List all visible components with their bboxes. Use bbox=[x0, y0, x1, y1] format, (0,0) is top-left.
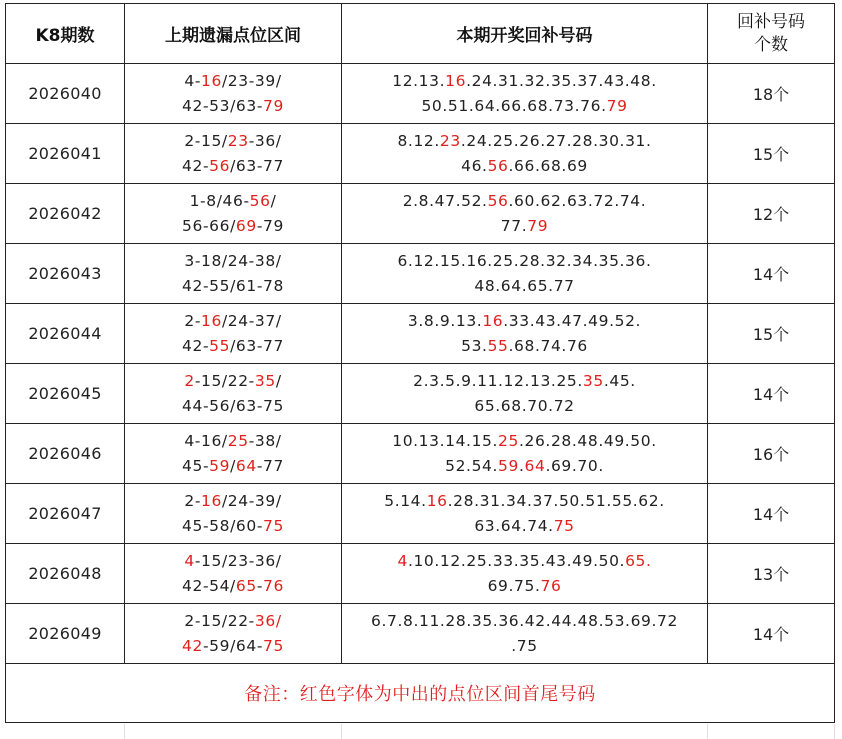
period-cell[interactable]: 2026040 bbox=[6, 64, 125, 124]
cell-line bbox=[342, 574, 707, 599]
highlighted-number: 56 bbox=[487, 156, 509, 175]
number-text: 2.8.47.52. bbox=[402, 191, 488, 210]
number-text: . bbox=[518, 456, 525, 475]
cell-line bbox=[125, 189, 341, 214]
number-text: /24-37/ bbox=[221, 311, 282, 330]
number-text: .69.70. bbox=[545, 456, 604, 475]
number-text: 77. bbox=[500, 216, 528, 235]
number-text: 5.14. bbox=[384, 491, 427, 510]
numbers-cell[interactable] bbox=[342, 364, 708, 424]
number-text: 63.64.74. bbox=[474, 516, 554, 535]
highlighted-number: 55 bbox=[487, 336, 509, 355]
header-count-line2: 个数 bbox=[754, 34, 788, 55]
count-cell[interactable]: 13个 bbox=[708, 544, 835, 604]
number-text: 4-16/ bbox=[184, 431, 228, 450]
number-text: 42- bbox=[182, 156, 210, 175]
highlighted-number: 56 bbox=[249, 191, 271, 210]
numbers-cell[interactable] bbox=[342, 244, 708, 304]
table-row bbox=[6, 424, 835, 484]
highlighted-number: 4 bbox=[397, 551, 408, 570]
highlighted-number: 16 bbox=[426, 491, 448, 510]
table-row bbox=[6, 484, 835, 544]
cell-line bbox=[125, 94, 341, 119]
number-text: 4- bbox=[184, 71, 202, 90]
cell-line bbox=[342, 274, 707, 299]
number-text: 10.13.14.15. bbox=[392, 431, 499, 450]
highlighted-number: 16 bbox=[201, 71, 222, 90]
count-cell[interactable]: 16个 bbox=[708, 424, 835, 484]
highlighted-number: 64 bbox=[235, 456, 257, 475]
period-cell[interactable]: 2026044 bbox=[6, 304, 125, 364]
number-text: 12.13. bbox=[392, 71, 446, 90]
cell-line bbox=[125, 334, 341, 359]
number-text: / bbox=[230, 456, 236, 475]
highlighted-number: 79 bbox=[527, 216, 549, 235]
number-text: -38/ bbox=[248, 431, 282, 450]
header-row bbox=[6, 4, 835, 64]
highlighted-number: 35 bbox=[254, 371, 276, 390]
interval-cell[interactable] bbox=[125, 244, 342, 304]
table-row bbox=[6, 544, 835, 604]
numbers-cell[interactable] bbox=[342, 184, 708, 244]
number-text: 50.51.64.66.68.73.76. bbox=[421, 96, 607, 115]
number-text: /63-77 bbox=[230, 156, 284, 175]
cell-line bbox=[125, 634, 341, 659]
number-text: 1-8/46- bbox=[189, 191, 250, 210]
cell-line bbox=[342, 214, 707, 239]
number-text: .60.62.63.72.74. bbox=[508, 191, 647, 210]
header-period[interactable]: K8期数 bbox=[6, 4, 125, 64]
cell-line bbox=[342, 369, 707, 394]
numbers-cell[interactable] bbox=[342, 124, 708, 184]
interval-cell[interactable] bbox=[125, 544, 342, 604]
cell-line bbox=[342, 189, 707, 214]
interval-cell[interactable] bbox=[125, 484, 342, 544]
table-row bbox=[6, 304, 835, 364]
highlighted-number: 59 bbox=[209, 456, 231, 475]
cell-line bbox=[125, 514, 341, 539]
period-cell[interactable]: 2026043 bbox=[6, 244, 125, 304]
highlighted-number: 75 bbox=[553, 516, 575, 535]
period-cell[interactable]: 2026041 bbox=[6, 124, 125, 184]
highlighted-number: 79 bbox=[263, 96, 284, 115]
number-text: .28.31.34.37.50.51.55.62. bbox=[447, 491, 665, 510]
number-text: 56-66/ bbox=[182, 216, 236, 235]
number-text: / bbox=[270, 191, 277, 210]
number-text: 69.75. bbox=[487, 576, 541, 595]
table-row bbox=[6, 604, 835, 664]
highlighted-number: 56 bbox=[487, 191, 509, 210]
highlighted-number: 69 bbox=[235, 216, 257, 235]
header-count[interactable] bbox=[708, 4, 835, 64]
number-text: 53. bbox=[461, 336, 488, 355]
number-text: .24.25.26.27.28.30.31. bbox=[460, 131, 652, 150]
number-text: .10.12.25.33.35.43.49.50. bbox=[407, 551, 626, 570]
number-text: .45. bbox=[603, 371, 636, 390]
count-cell[interactable]: 14个 bbox=[708, 244, 835, 304]
cell-line bbox=[342, 634, 707, 659]
cell-line bbox=[125, 69, 341, 94]
highlighted-number: 59 bbox=[498, 456, 519, 475]
highlighted-number: 35 bbox=[582, 371, 604, 390]
number-text: 45- bbox=[182, 456, 210, 475]
number-text: / bbox=[275, 371, 282, 390]
cell-line bbox=[125, 129, 341, 154]
cell-line bbox=[342, 309, 707, 334]
number-text: 48.64.65.77 bbox=[474, 276, 575, 295]
highlighted-number: 23 bbox=[227, 131, 249, 150]
highlighted-number: 64 bbox=[524, 456, 546, 475]
number-text: 42-54/ bbox=[182, 576, 236, 595]
highlighted-number: 65 bbox=[235, 576, 257, 595]
period-cell[interactable]: 2026047 bbox=[6, 484, 125, 544]
numbers-cell[interactable] bbox=[342, 304, 708, 364]
number-text: /24-39/ bbox=[221, 491, 282, 510]
number-text: -77 bbox=[256, 456, 284, 475]
number-text: -36/ bbox=[248, 131, 282, 150]
cell-line bbox=[342, 454, 707, 479]
number-text: 65.68.70.72 bbox=[474, 396, 575, 415]
numbers-cell[interactable] bbox=[342, 484, 708, 544]
cell-line bbox=[342, 334, 707, 359]
interval-cell[interactable] bbox=[125, 64, 342, 124]
number-text: 45-58/60- bbox=[182, 516, 264, 535]
number-text: .75 bbox=[511, 636, 538, 655]
cell-line bbox=[125, 454, 341, 479]
count-cell[interactable]: 18个 bbox=[708, 64, 835, 124]
number-text: 42-55/61-78 bbox=[182, 276, 284, 295]
number-text: -15/23-36/ bbox=[194, 551, 282, 570]
highlighted-number: 36/ bbox=[254, 611, 282, 630]
period-cell[interactable]: 2026042 bbox=[6, 184, 125, 244]
highlighted-number: 42 bbox=[182, 636, 203, 655]
highlighted-number: 4 bbox=[184, 551, 195, 570]
highlighted-number: 25 bbox=[498, 431, 519, 450]
cell-line bbox=[342, 154, 707, 179]
cell-line bbox=[125, 609, 341, 634]
cell-line bbox=[125, 429, 341, 454]
highlighted-number: 16 bbox=[482, 311, 504, 330]
count-cell[interactable]: 12个 bbox=[708, 184, 835, 244]
highlighted-number: 16 bbox=[201, 491, 222, 510]
number-text: .24.31.32.35.37.43.48. bbox=[466, 71, 657, 90]
highlighted-number: 75 bbox=[263, 516, 284, 535]
number-text: .33.43.47.49.52. bbox=[503, 311, 642, 330]
number-text: 46. bbox=[461, 156, 488, 175]
number-text: .26.28.48.49.50. bbox=[518, 431, 657, 450]
highlighted-number: 25 bbox=[227, 431, 249, 450]
cell-line bbox=[342, 609, 707, 634]
cell-line bbox=[342, 549, 707, 574]
number-text: -59/64- bbox=[202, 636, 264, 655]
number-text: 44-56/63-75 bbox=[182, 396, 284, 415]
number-text: .66.68.69 bbox=[508, 156, 588, 175]
count-cell[interactable]: 14个 bbox=[708, 364, 835, 424]
numbers-cell[interactable] bbox=[342, 424, 708, 484]
period-cell[interactable]: 2026046 bbox=[6, 424, 125, 484]
cell-line bbox=[342, 394, 707, 419]
header-count-line1: 回补号码 bbox=[737, 11, 805, 32]
numbers-cell[interactable] bbox=[342, 604, 708, 664]
footnote[interactable]: 备注：红色字体为中出的点位区间首尾号码 bbox=[6, 664, 835, 723]
highlighted-number: 23 bbox=[439, 131, 461, 150]
number-text: 2.3.5.9.11.12.13.25. bbox=[413, 371, 583, 390]
cell-line bbox=[125, 214, 341, 239]
number-text: 6.7.8.11.28.35.36.42.44.48.53.69.72 bbox=[371, 611, 678, 630]
number-text: 2-15/22- bbox=[184, 611, 255, 630]
cell-line bbox=[125, 154, 341, 179]
interval-cell[interactable] bbox=[125, 424, 342, 484]
number-text: 2- bbox=[184, 491, 202, 510]
cell-line bbox=[125, 574, 341, 599]
number-text: 6.12.15.16.25.28.32.34.35.36. bbox=[397, 251, 652, 270]
table-body bbox=[6, 64, 835, 664]
note-row bbox=[6, 664, 835, 723]
number-text: 52.54. bbox=[445, 456, 499, 475]
cell-line bbox=[342, 69, 707, 94]
count-cell[interactable]: 14个 bbox=[708, 484, 835, 544]
table-row bbox=[6, 244, 835, 304]
number-text: /23-39/ bbox=[221, 71, 282, 90]
number-text: 42- bbox=[182, 336, 210, 355]
highlighted-number: 56 bbox=[209, 156, 231, 175]
interval-cell[interactable] bbox=[125, 364, 342, 424]
count-cell[interactable]: 15个 bbox=[708, 304, 835, 364]
numbers-cell[interactable] bbox=[342, 544, 708, 604]
number-text: 3-18/24-38/ bbox=[184, 251, 282, 270]
cell-line bbox=[342, 489, 707, 514]
cell-line bbox=[125, 249, 341, 274]
highlighted-number: 2 bbox=[184, 371, 195, 390]
cell-line bbox=[125, 394, 341, 419]
cell-line bbox=[342, 129, 707, 154]
number-text: 2- bbox=[184, 311, 202, 330]
table-row bbox=[6, 64, 835, 124]
number-text: 2-15/ bbox=[184, 131, 228, 150]
count-cell[interactable]: 14个 bbox=[708, 604, 835, 664]
highlighted-number: 16 bbox=[201, 311, 222, 330]
lottery-table bbox=[5, 3, 835, 723]
period-cell[interactable]: 2026048 bbox=[6, 544, 125, 604]
cell-line bbox=[125, 369, 341, 394]
number-text: 8.12. bbox=[397, 131, 440, 150]
highlighted-number: 76 bbox=[540, 576, 562, 595]
cell-line bbox=[342, 249, 707, 274]
highlighted-number: 79 bbox=[606, 96, 628, 115]
cell-line bbox=[125, 274, 341, 299]
header-numbers[interactable]: 本期开奖回补号码 bbox=[342, 4, 708, 64]
interval-cell[interactable] bbox=[125, 184, 342, 244]
table-row bbox=[6, 364, 835, 424]
number-text: - bbox=[256, 576, 264, 595]
cell-line bbox=[125, 309, 341, 334]
cell-line bbox=[342, 429, 707, 454]
number-text: 3.8.9.13. bbox=[407, 311, 483, 330]
highlighted-number: 65. bbox=[625, 551, 652, 570]
number-text: -79 bbox=[256, 216, 284, 235]
highlighted-number: 16 bbox=[445, 71, 467, 90]
highlighted-number: 55 bbox=[209, 336, 231, 355]
interval-cell[interactable] bbox=[125, 124, 342, 184]
table-row bbox=[6, 124, 835, 184]
numbers-cell[interactable] bbox=[342, 64, 708, 124]
number-text: .68.74.76 bbox=[508, 336, 588, 355]
highlighted-number: 76 bbox=[263, 576, 284, 595]
number-text: 42-53/63- bbox=[182, 96, 264, 115]
sheet-gridline-strip bbox=[0, 724, 842, 739]
period-cell[interactable]: 2026049 bbox=[6, 604, 125, 664]
period-cell[interactable]: 2026045 bbox=[6, 364, 125, 424]
number-text: /63-77 bbox=[230, 336, 284, 355]
cell-line bbox=[342, 514, 707, 539]
cell-line bbox=[342, 94, 707, 119]
interval-cell[interactable] bbox=[125, 604, 342, 664]
cell-line bbox=[125, 489, 341, 514]
highlighted-number: 75 bbox=[263, 636, 284, 655]
cell-line bbox=[125, 549, 341, 574]
count-cell[interactable]: 15个 bbox=[708, 124, 835, 184]
interval-cell[interactable] bbox=[125, 304, 342, 364]
number-text: -15/22- bbox=[194, 371, 255, 390]
header-interval[interactable]: 上期遗漏点位区间 bbox=[125, 4, 342, 64]
table-row bbox=[6, 184, 835, 244]
